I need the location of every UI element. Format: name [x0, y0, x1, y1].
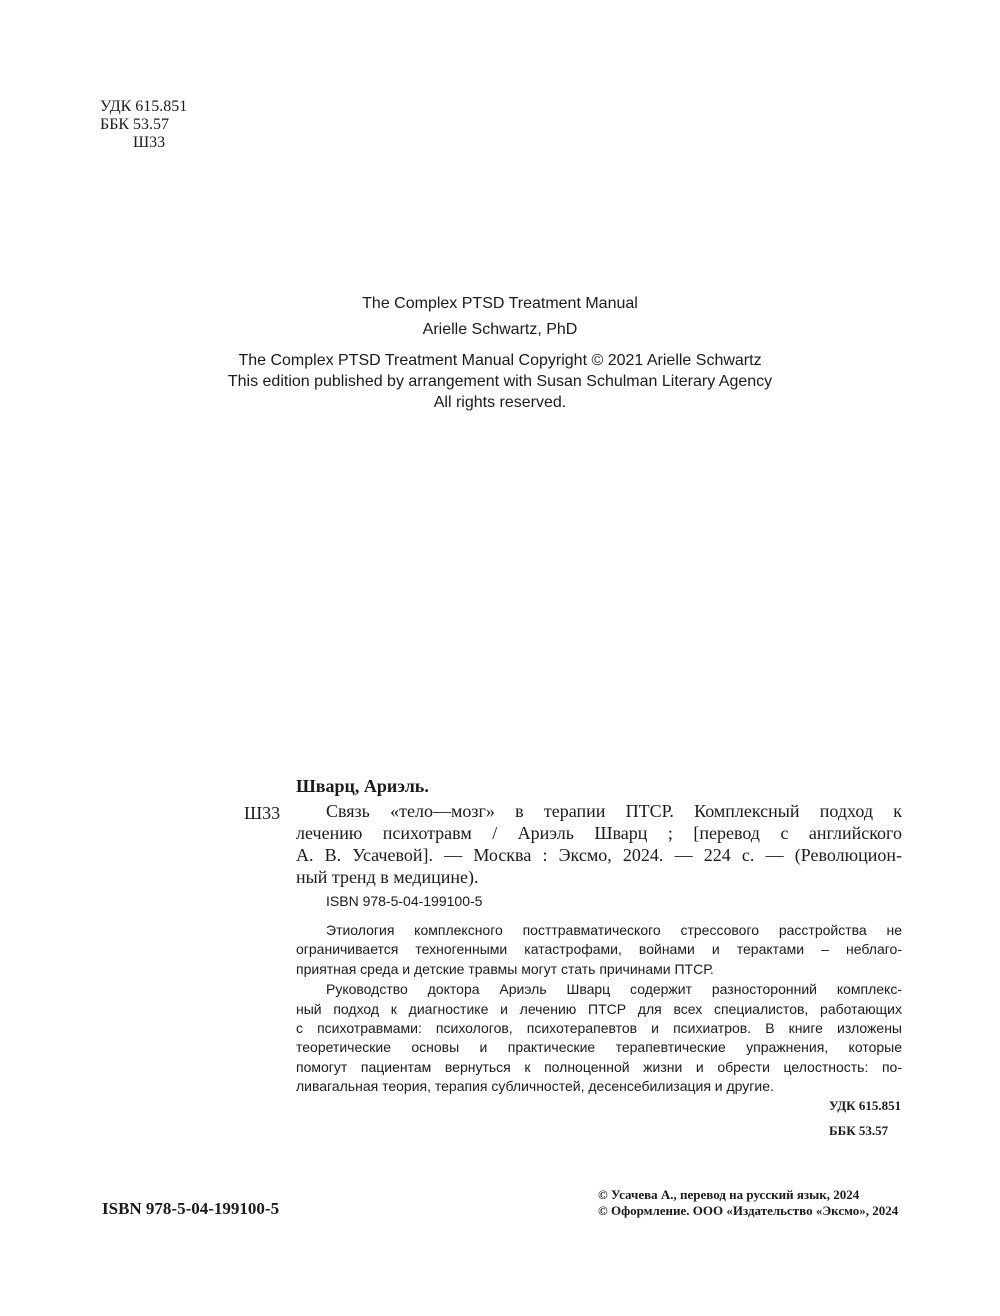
annotation-line: ливагальная теория, терапия субличностей, десенсебилизация и другие. [296, 1078, 774, 1094]
annotation-line: теоретические основы и практические терапевтические упражнения, которые [296, 1039, 902, 1055]
author-mark-top: Ш33 [133, 134, 166, 151]
arrangement-notice: This edition published by arrangement with Susan Schulman Literary Agency [227, 373, 773, 390]
annotation-line: помогут пациентам вернуться к полноценной жизни и обрести целостность: по- [296, 1059, 902, 1075]
description-line: лечению психотравм / Ариэль Шварц ; [перевод с английского [296, 823, 902, 843]
isbn-record: ISBN 978-5-04-199100-5 [326, 893, 483, 909]
description-line: ный тренд в медицине). [296, 867, 479, 887]
original-copyright: The Complex PTSD Treatment Manual Copyright © 2021 Arielle Schwartz [238, 352, 762, 369]
udk-code-top: УДК 615.851 [100, 98, 188, 115]
isbn-footer: ISBN 978-5-04-199100-5 [102, 1199, 280, 1218]
bbk-code-top: ББК 53.57 [100, 116, 170, 133]
annotation-line: приятная среда и детские травмы могут стать причинами ПТСР. [296, 961, 714, 977]
design-copyright: © Оформление. ООО «Издательство «Эксмо», 2024 [598, 1203, 899, 1218]
description-line: Связь «тело—мозг» в терапии ПТСР. Комплексный подход к [326, 801, 902, 821]
translation-copyright: © Усачева А., перевод на русский язык, 2024 [598, 1187, 860, 1202]
original-author: Arielle Schwartz, PhD [422, 321, 578, 338]
description-line: А. В. Усачевой]. — Москва : Эксмо, 2024. — 224 с. — (Революцион- [296, 845, 902, 865]
annotation-line: ограничивается техногенными катастрофами, войнами и терактами – неблаго- [296, 941, 902, 957]
annotation-line: Руководство доктора Ариэль Шварц содержит разносторонний комплекс- [326, 981, 902, 997]
author-mark: Ш33 [244, 803, 281, 823]
annotation-line: Этиология комплексного посттравматического стрессового расстройства не [326, 922, 902, 938]
annotation-line: с психотравмами: психологов, психотерапевтов и психиатров. В книге изложены [296, 1020, 902, 1036]
udk-code-record: УДК 615.851 [829, 1098, 902, 1113]
author-heading: Шварц, Ариэль. [296, 776, 429, 796]
bbk-code-record: ББК 53.57 [829, 1123, 889, 1138]
original-title: The Complex PTSD Treatment Manual [362, 295, 638, 312]
annotation-line: ный подход к диагностике и лечению ПТСР для всех специалистов, работающих [296, 1001, 902, 1017]
rights-notice: All rights reserved. [433, 394, 567, 411]
